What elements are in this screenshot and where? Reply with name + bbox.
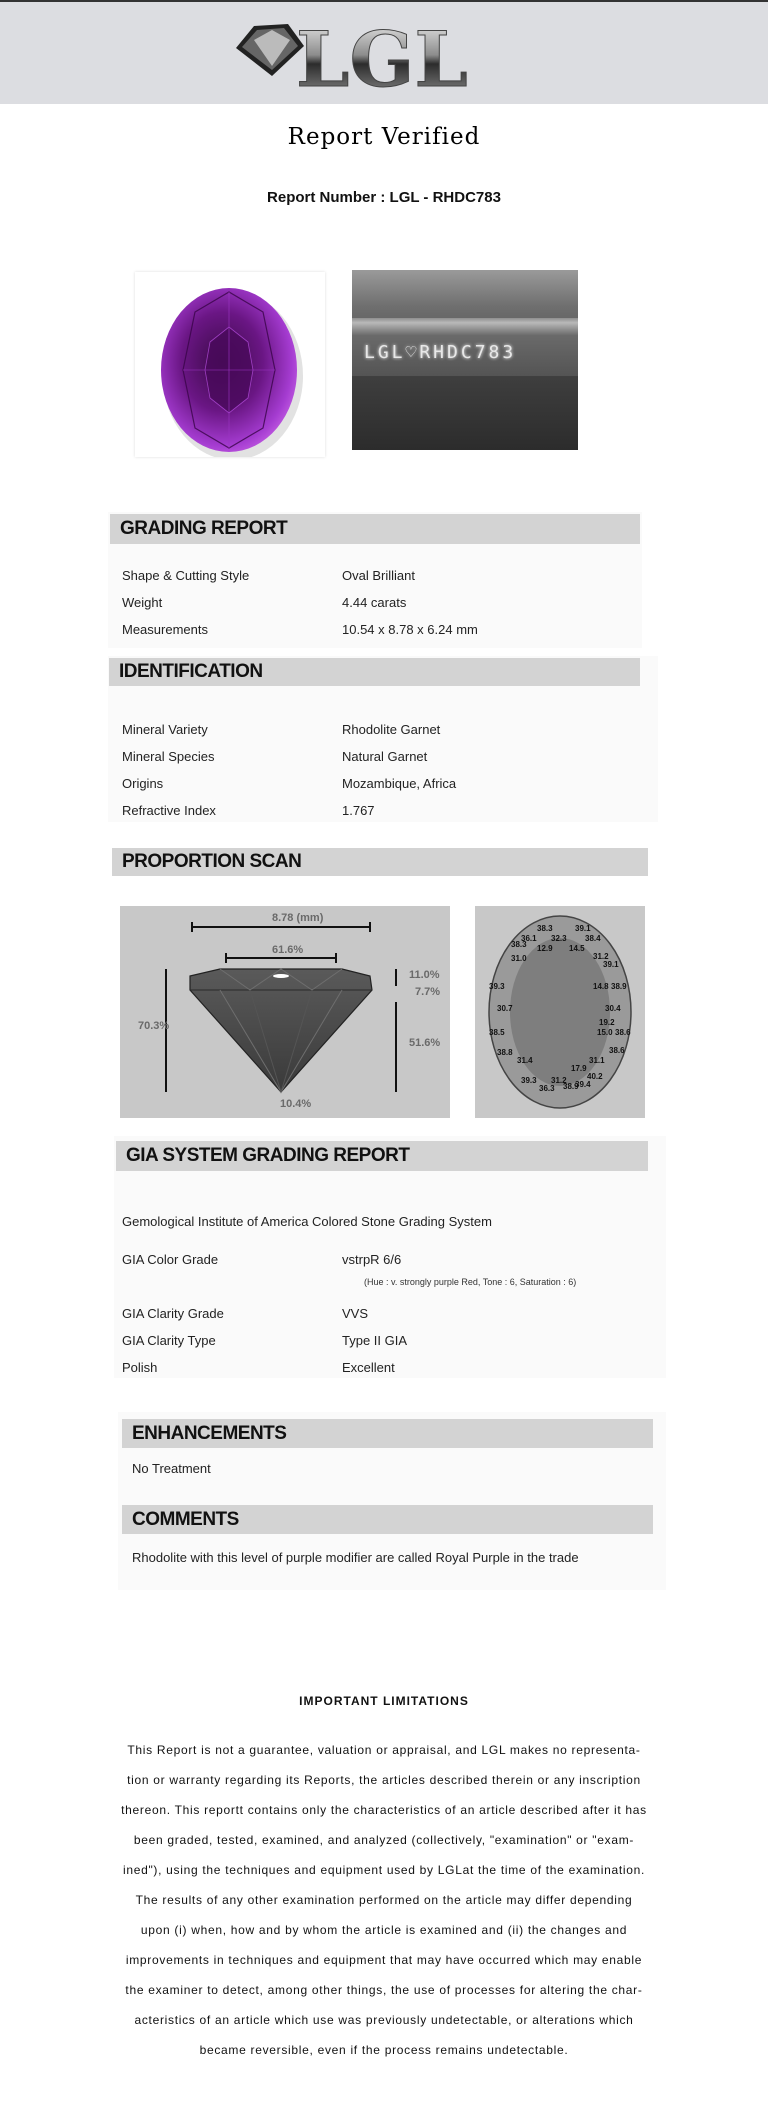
gia-color-note: (Hue : v. strongly purple Red, Tone : 6, Saturation : 6) — [364, 1277, 577, 1287]
row-label: GIA Clarity Type — [122, 1333, 216, 1348]
facet-value: 38.6 — [615, 1028, 631, 1037]
facet-value: 32.3 — [551, 934, 567, 943]
facet-value: 12.9 — [537, 944, 553, 953]
identification-row — [122, 803, 622, 819]
facet-value: 38.5 — [489, 1028, 505, 1037]
facet-value: 30.4 — [605, 1004, 621, 1013]
facet-value: 38.6 — [609, 1046, 625, 1055]
row-label: Mineral Variety — [122, 722, 208, 737]
grading-report-heading: GRADING REPORT — [110, 514, 640, 544]
table-label: 61.6% — [272, 944, 304, 956]
culet-label: 10.4% — [280, 1098, 312, 1110]
identification-row — [122, 776, 622, 792]
facet-value: 15.0 — [597, 1028, 613, 1037]
enhancements-heading: ENHANCEMENTS — [122, 1419, 653, 1448]
gia-system-name: Gemological Institute of America Colored Stone Grading System — [122, 1214, 492, 1229]
facet-value: 38.9 — [563, 1082, 579, 1091]
enhancements-text: No Treatment — [132, 1461, 211, 1476]
lgl-logo — [232, 16, 492, 96]
comments-heading: COMMENTS — [122, 1505, 653, 1534]
facet-value: 31.2 — [593, 952, 609, 961]
facet-value: 39.3 — [489, 982, 505, 991]
width-label: 8.78 (mm) — [272, 912, 324, 924]
row-label: Weight — [122, 595, 163, 610]
row-label: Refractive Index — [122, 803, 216, 818]
inscription-text: LGL♡RHDC783 — [364, 342, 517, 363]
facet-value: 14.5 — [569, 944, 585, 953]
crown-angle-label: 7.7% — [415, 986, 441, 998]
row-label: Origins — [122, 776, 164, 791]
facet-value: 38.3 — [511, 940, 527, 949]
row-label: Polish — [122, 1360, 158, 1375]
identification-heading: IDENTIFICATION — [109, 658, 640, 686]
row-value: Mozambique, Africa — [342, 776, 457, 791]
grading-row — [122, 568, 622, 584]
row-label: Mineral Species — [122, 749, 215, 764]
row-value: 4.44 carats — [342, 595, 407, 610]
row-label: Shape & Cutting Style — [122, 568, 250, 583]
svg-text:LGL: LGL — [296, 16, 468, 96]
row-label: GIA Color Grade — [122, 1252, 219, 1267]
gia-row — [122, 1306, 622, 1322]
facet-value: 31.1 — [589, 1056, 605, 1065]
gia-color-row — [122, 1252, 622, 1268]
crown-height-label: 11.0% — [409, 969, 440, 981]
row-value: Oval Brilliant — [342, 568, 415, 583]
page-title: Report Verified — [287, 124, 481, 150]
facet-value: 38.8 — [497, 1048, 513, 1057]
proportion-top-view — [475, 906, 645, 1118]
row-label: Measurements — [122, 622, 208, 637]
total-depth-label: 70.3% — [138, 1020, 170, 1032]
facet-value: 19.2 — [599, 1018, 615, 1027]
facet-value: 31.4 — [517, 1056, 533, 1065]
facet-value: 31.0 — [511, 954, 527, 963]
facet-value: 14.8 — [593, 982, 609, 991]
row-value: vstrpR 6/6 — [342, 1252, 402, 1267]
row-label: GIA Clarity Grade — [122, 1306, 224, 1321]
facet-value: 36.3 — [539, 1084, 555, 1093]
row-value: Type II GIA — [342, 1333, 408, 1348]
facet-value: 38.9 — [611, 982, 627, 991]
gia-row — [122, 1333, 622, 1349]
row-value: 10.54 x 8.78 x 6.24 mm — [342, 622, 478, 637]
limitations-text: This Report is not a guarantee, valuation or appraisal, and LGL makes no representa-tion or warranty regarding its Reports, the articles described therein or any inscription thereon. This reportt contains only the characteristics of an article described after it has been graded, tested, examined, and analyzed (collectively, "examination" or "exam-ined"), using the techniques and equipment used by LGLat the time of the examination. The results of any other examination performed on the article may differ depending upon (i) when, how and by whom the article is examined and (ii) the changes and improvements in techniques and equipment that may have occurred which may enable the examiner to detect, among other things, the use of processes for altering the char-acteristics of an article which use was previously undetectable, or alterations which became reversible, even if the process remains undetectable. — [121, 1743, 647, 2057]
facet-value: 17.9 — [571, 1064, 587, 1073]
row-value: VVS — [342, 1306, 369, 1321]
proportion-profile-diagram — [120, 906, 450, 1118]
facet-value: 40.2 — [587, 1072, 603, 1081]
facet-value: 39.1 — [603, 960, 619, 969]
facet-value: 36.1 — [521, 934, 537, 943]
identification-row — [122, 749, 622, 765]
facet-value: 39.1 — [575, 924, 591, 933]
facet-value: 38.4 — [585, 934, 601, 943]
gia-row — [122, 1360, 622, 1376]
grading-row — [122, 622, 622, 638]
row-value: Natural Garnet — [342, 749, 428, 764]
pavilion-depth-label: 51.6% — [409, 1037, 441, 1049]
facet-value: 31.2 — [551, 1076, 567, 1085]
identification-row — [122, 722, 622, 738]
row-value: 1.767 — [342, 803, 375, 818]
proportion-scan-heading: PROPORTION SCAN — [112, 848, 648, 876]
facet-value: 39.3 — [521, 1076, 537, 1085]
facet-value: 39.4 — [575, 1080, 591, 1089]
limitations-title: IMPORTANT LIMITATIONS — [299, 1694, 469, 1708]
row-value: Excellent — [342, 1360, 395, 1375]
row-value: Rhodolite Garnet — [342, 722, 441, 737]
comments-text: Rhodolite with this level of purple modifier are called Royal Purple in the trade — [132, 1550, 579, 1565]
gia-heading: GIA SYSTEM GRADING REPORT — [116, 1141, 648, 1171]
facet-value: 30.7 — [497, 1004, 513, 1013]
grading-row — [122, 595, 622, 611]
gemstone-photo — [135, 272, 325, 457]
report-number: Report Number : LGL - RHDC783 — [267, 189, 501, 206]
header-banner — [0, 2, 768, 104]
facet-value: 38.3 — [537, 924, 553, 933]
laser-inscription-photo — [352, 270, 578, 450]
